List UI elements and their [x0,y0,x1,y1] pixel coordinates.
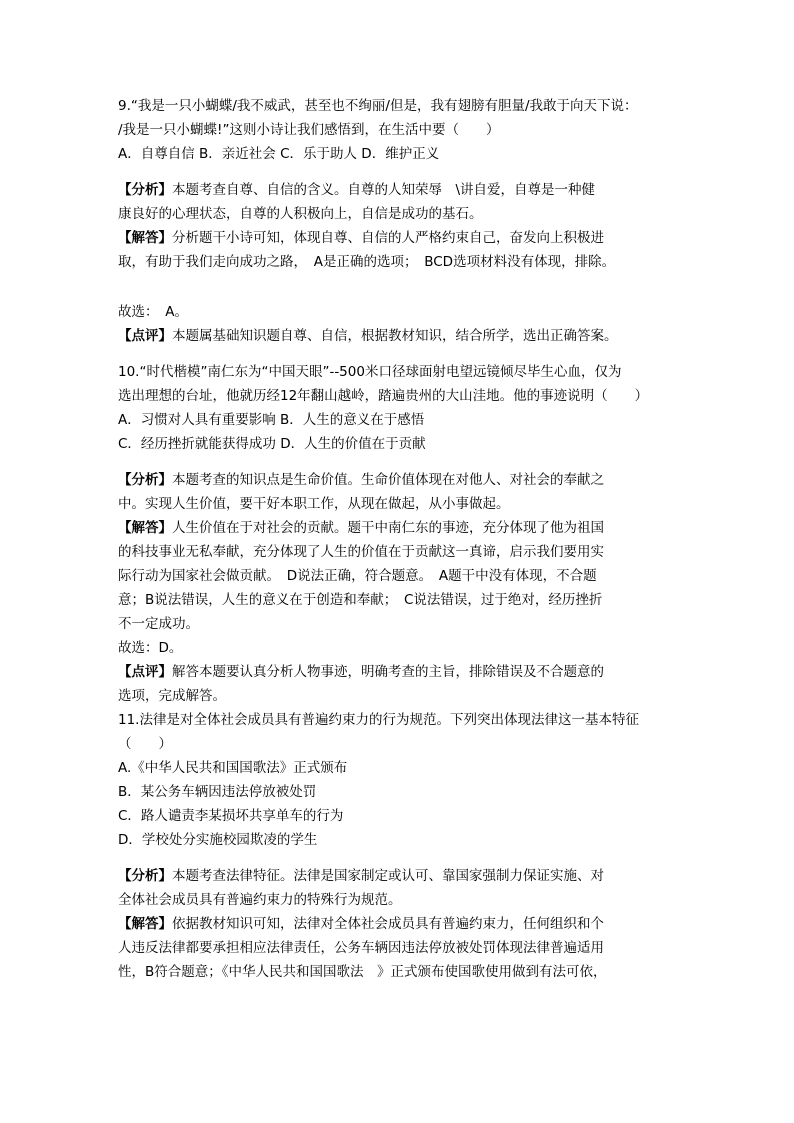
q9-comment [118,326,678,350]
q10-options-line-1: A．习惯对人具有重要影响 B．人生的意义在于感悟 [118,412,425,428]
question-9 [118,96,678,350]
q10-solution-line-5: 不一定成功。 [118,616,199,632]
document-page [118,96,678,986]
q11-option-b: B．某公务车辆因违法停放被处罚 [118,784,317,800]
solution-tag: 【解答】 [118,230,172,246]
q11-stem-line-1: 11.法律是对全体社会成员具有普遍约束力的行为规范。下列突出体现法律这一基本特征 [118,712,639,728]
q9-stem-line-2: /我是一只小蝴蝶!”这则小诗让我们感悟到，在生活中要（ ） [118,122,500,138]
q11-option-a: A.《中华人民共和国国歌法》正式颁布 [118,760,348,776]
q9-solution-line-1 [118,228,678,252]
q9-answer: 故选： A。 [118,304,188,320]
question-10 [118,362,678,710]
q11-solution-line-3: 性，B符合题意；《中华人民共和国国歌法 》正式颁布使国歌使用做到有法可依， [118,964,607,980]
analysis-tag: 【分析】 [118,868,172,884]
q11-solution-line-2: 人违反法律都要承担相应法律责任，公务车辆因违法停放被处罚体现法律普遍适用 [118,940,604,956]
solution-text: 依据教材知识可知，法律对全体社会成员具有普遍约束力，任何组织和个 [172,916,604,932]
q10-stem-line-2: 选出理想的台址，他就历经12年翻山越岭，踏遍贵州的大山洼地。他的事迹说明（ ） [118,388,649,404]
comment-text: 本题属基础知识题自尊、自信，根据教材知识，结合所学，选出正确答案。 [172,328,618,344]
analysis-tag: 【分析】 [118,472,172,488]
q9-stem-line-1: 9.“我是一只小蝴蝶/我不威武，甚至也不绚丽/但是，我有翅膀有胆量/我敢于向天下说： [118,98,638,114]
analysis-text: 本题考查法律特征。法律是国家制定或认可、靠国家强制力保证实施、对 [172,868,604,884]
q10-solution-line-1 [118,518,678,542]
q11-analysis-line-1 [118,866,678,890]
solution-tag: 【解答】 [118,520,172,536]
q11-option-d: D．学校处分实施校园欺凌的学生 [118,832,318,848]
q10-options-line-2: C．经历挫折就能获得成功 D．人生的价值在于贡献 [118,436,426,452]
q9-options: A．自尊自信 B．亲近社会 C．乐于助人 D．维护正义 [118,146,440,162]
solution-tag: 【解答】 [118,916,172,932]
q10-solution-line-4: 意；B说法错误，人生的意义在于创造和奉献； C说法错误，过于绝对，经历挫折 [118,592,603,608]
analysis-text: 本题考查自尊、自信的含义。自尊的人知荣辱 \讲自爱，自尊是一种健 [172,182,596,198]
q11-option-c: C．路人谴责李某损坏共享单车的行为 [118,808,344,824]
q9-analysis-line-1 [118,180,678,204]
q11-stem-line-2: （ ） [118,736,172,752]
comment-tag: 【点评】 [118,664,172,680]
analysis-text: 本题考查的知识点是生命价值。生命价值体现在对他人、对社会的奉献之 [172,472,604,488]
solution-text: 分析题干小诗可知，体现自尊、自信的人严格约束自己，奋发向上积极进 [172,230,604,246]
q10-answer: 故选：D。 [118,640,183,656]
comment-tag: 【点评】 [118,328,172,344]
q10-comment-line-1 [118,662,678,686]
q10-analysis-line-1 [118,470,678,494]
q11-solution-line-1 [118,914,678,938]
q10-solution-line-3: 际行动为国家社会做贡献。 D说法正确，符合题意。 A题干中没有体现，不合题 [118,568,597,584]
q10-stem-line-1: 10.“时代楷模”南仁东为“中国天眼”--500米口径球面射电望远镜倾尽毕生心血，仅为 [118,364,622,380]
solution-text: 人生价值在于对社会的贡献。题干中南仁东的事迹，充分体现了他为祖国 [172,520,604,536]
q9-analysis-line-2: 康良好的心理状态，自尊的人积极向上，自信是成功的基石。 [118,206,483,222]
q10-comment-line-2: 选项，完成解答。 [118,688,226,704]
q11-analysis-line-2: 全体社会成员具有普遍约束力的特殊行为规范。 [118,892,402,908]
q10-analysis-line-2: 中。实现人生价值，要干好本职工作，从现在做起，从小事做起。 [118,496,510,512]
analysis-tag: 【分析】 [118,182,172,198]
q10-solution-line-2: 的科技事业无私奉献，充分体现了人生的价值在于贡献这一真谛，启示我们要用实 [118,544,604,560]
q9-solution-line-2: 取，有助于我们走向成功之路， A是正确的选项； BCD选项材料没有体现，排除。 [118,254,616,270]
question-11 [118,710,678,986]
comment-text: 解答本题要认真分析人物事迹，明确考查的主旨，排除错误及不合题意的 [172,664,604,680]
